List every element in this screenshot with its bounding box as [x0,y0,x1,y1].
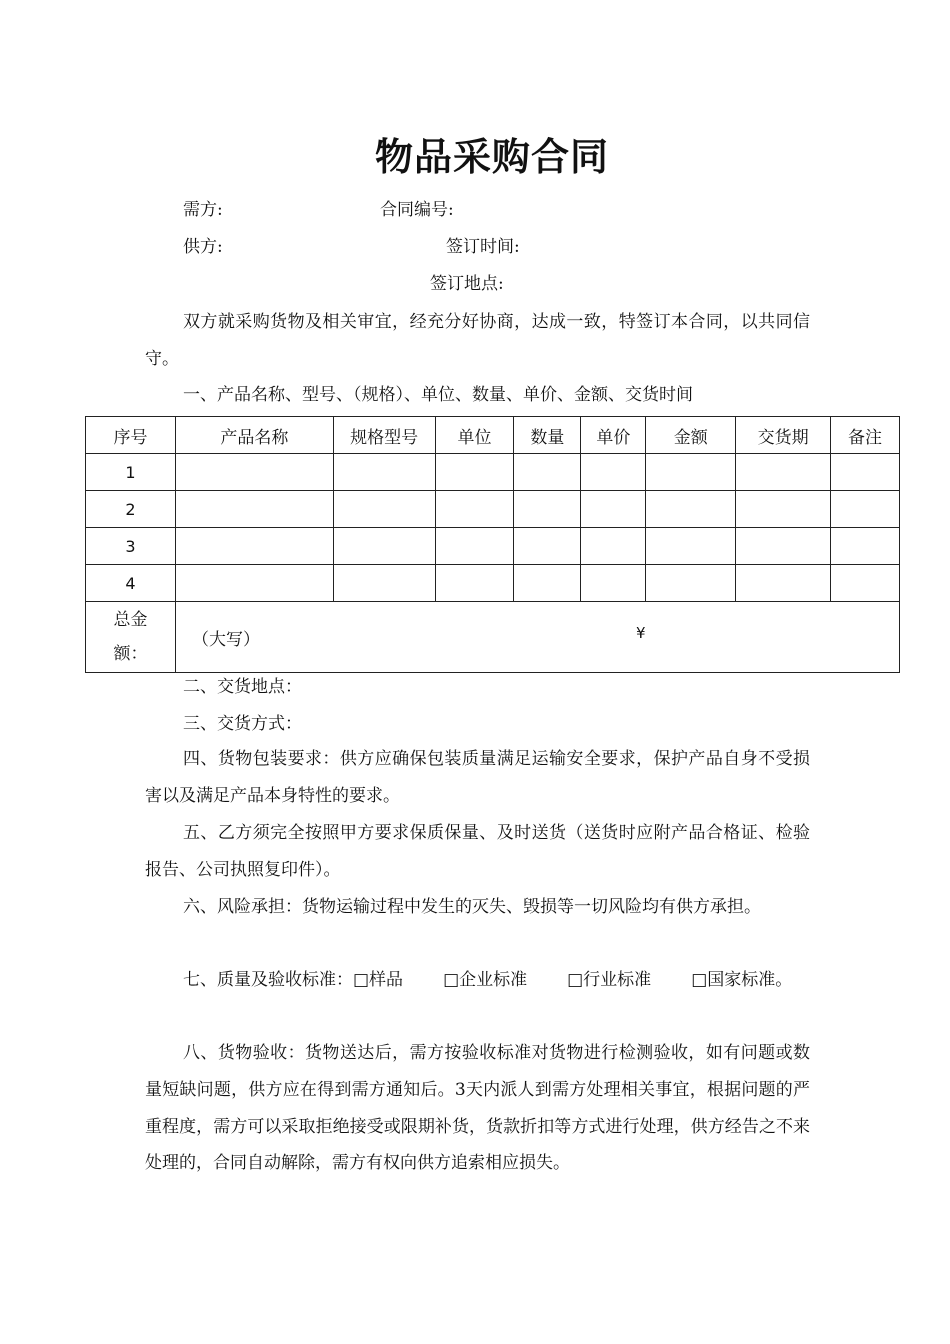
total-row [86,602,900,673]
sign-time-label: 签订时间: [446,237,520,257]
table-cell[interactable] [333,491,435,528]
option-sample[interactable]: □样品 [353,970,404,990]
section4: 四、货物包装要求：供方应确保包装质量满足运输安全要求，保护产品自身不受损害以及满足产品本身特性的要求。 [145,749,810,806]
row-number: 4 [86,565,176,602]
header-cell: 备注 [831,417,900,454]
header-cell: 数量 [514,417,581,454]
table-cell[interactable] [646,528,736,565]
row-number: 1 [86,454,176,491]
table-cell[interactable] [831,454,900,491]
supplier-label: 供方: [183,237,223,257]
table-row [86,491,900,528]
section1-title: 一、产品名称、型号、（规格）、单位、数量、单价、金额、交货时间 [183,385,693,405]
section2: 二、交货地点： [183,677,302,697]
total-label: 总金额： [113,610,148,664]
section6: 六、风险承担：货物运输过程中发生的灭失、毁损等一切风险均有供方承担。 [183,897,761,917]
table-cell[interactable] [736,528,831,565]
table-header-row [86,417,900,454]
table-cell[interactable] [514,454,581,491]
section7 [145,962,810,999]
table-cell[interactable] [736,565,831,602]
page-title: 物品采购合同 [374,134,609,179]
table-cell[interactable] [581,528,646,565]
sign-place-label: 签订地点: [430,274,504,294]
table-cell[interactable] [175,528,333,565]
option-enterprise-standard[interactable]: □企业标准 [443,970,528,990]
table-cell[interactable] [435,565,514,602]
total-daxie: （大写） [191,629,260,650]
header-cell: 单价 [581,417,646,454]
table-row [86,565,900,602]
table-cell[interactable] [514,491,581,528]
table-cell[interactable] [831,491,900,528]
table-cell[interactable] [581,454,646,491]
row-number: 2 [86,491,176,528]
header-cell: 交货期 [736,417,831,454]
table-cell[interactable] [333,454,435,491]
product-table [85,416,900,673]
table-cell[interactable] [435,491,514,528]
table-cell[interactable] [175,454,333,491]
yen-symbol: ¥ [635,624,646,642]
table-cell[interactable] [646,454,736,491]
intro-paragraph: 双方就采购货物及相关审宜，经充分好协商，达成一致，特签订本合同，以共同信守。 [145,312,810,369]
section3: 三、交货方式： [183,714,302,734]
table-cell[interactable] [646,491,736,528]
table-cell[interactable] [435,454,514,491]
table-cell[interactable] [175,565,333,602]
section8: 八、货物验收：货物送达后，需方按验收标准对货物进行检测验收，如有问题或数量短缺问题，供方应在得到需方通知后。3天内派人到需方处理相关事宜，根据问题的严重程度，需方可以采取拒绝接受或限期补货，货款折扣等方式进行处理，供方经告之不来处理的，合同自动解除，需方有权向供方追索相应损失。 [145,1043,810,1174]
table-cell[interactable] [831,565,900,602]
total-amount-cell[interactable] [175,602,899,673]
table-cell[interactable] [435,528,514,565]
header-cell: 序号 [86,417,176,454]
option-industry-standard[interactable]: □行业标准 [567,970,652,990]
header-cell: 规格型号 [333,417,435,454]
contract-no-label: 合同编号: [380,200,454,220]
table-cell[interactable] [333,528,435,565]
header-cell: 金额 [646,417,736,454]
option-national-standard[interactable]: □国家标准。 [691,970,793,990]
header-cell: 产品名称 [175,417,333,454]
table-cell[interactable] [581,491,646,528]
table-cell[interactable] [175,491,333,528]
table-cell[interactable] [333,565,435,602]
table-cell[interactable] [514,528,581,565]
row-number: 3 [86,528,176,565]
table-cell[interactable] [831,528,900,565]
table-row [86,454,900,491]
section7-label: 七、质量及验收标准： [183,970,353,990]
table-cell[interactable] [514,565,581,602]
buyer-label: 需方: [183,200,223,220]
table-cell[interactable] [581,565,646,602]
section5: 五、乙方须完全按照甲方要求保质保量、及时送货（送货时应附产品合格证、检验报告、公司执照复印件）。 [145,823,810,880]
table-cell[interactable] [646,565,736,602]
total-label-cell [86,602,176,673]
table-row [86,528,900,565]
table-cell[interactable] [736,454,831,491]
table-cell[interactable] [736,491,831,528]
header-cell: 单位 [435,417,514,454]
